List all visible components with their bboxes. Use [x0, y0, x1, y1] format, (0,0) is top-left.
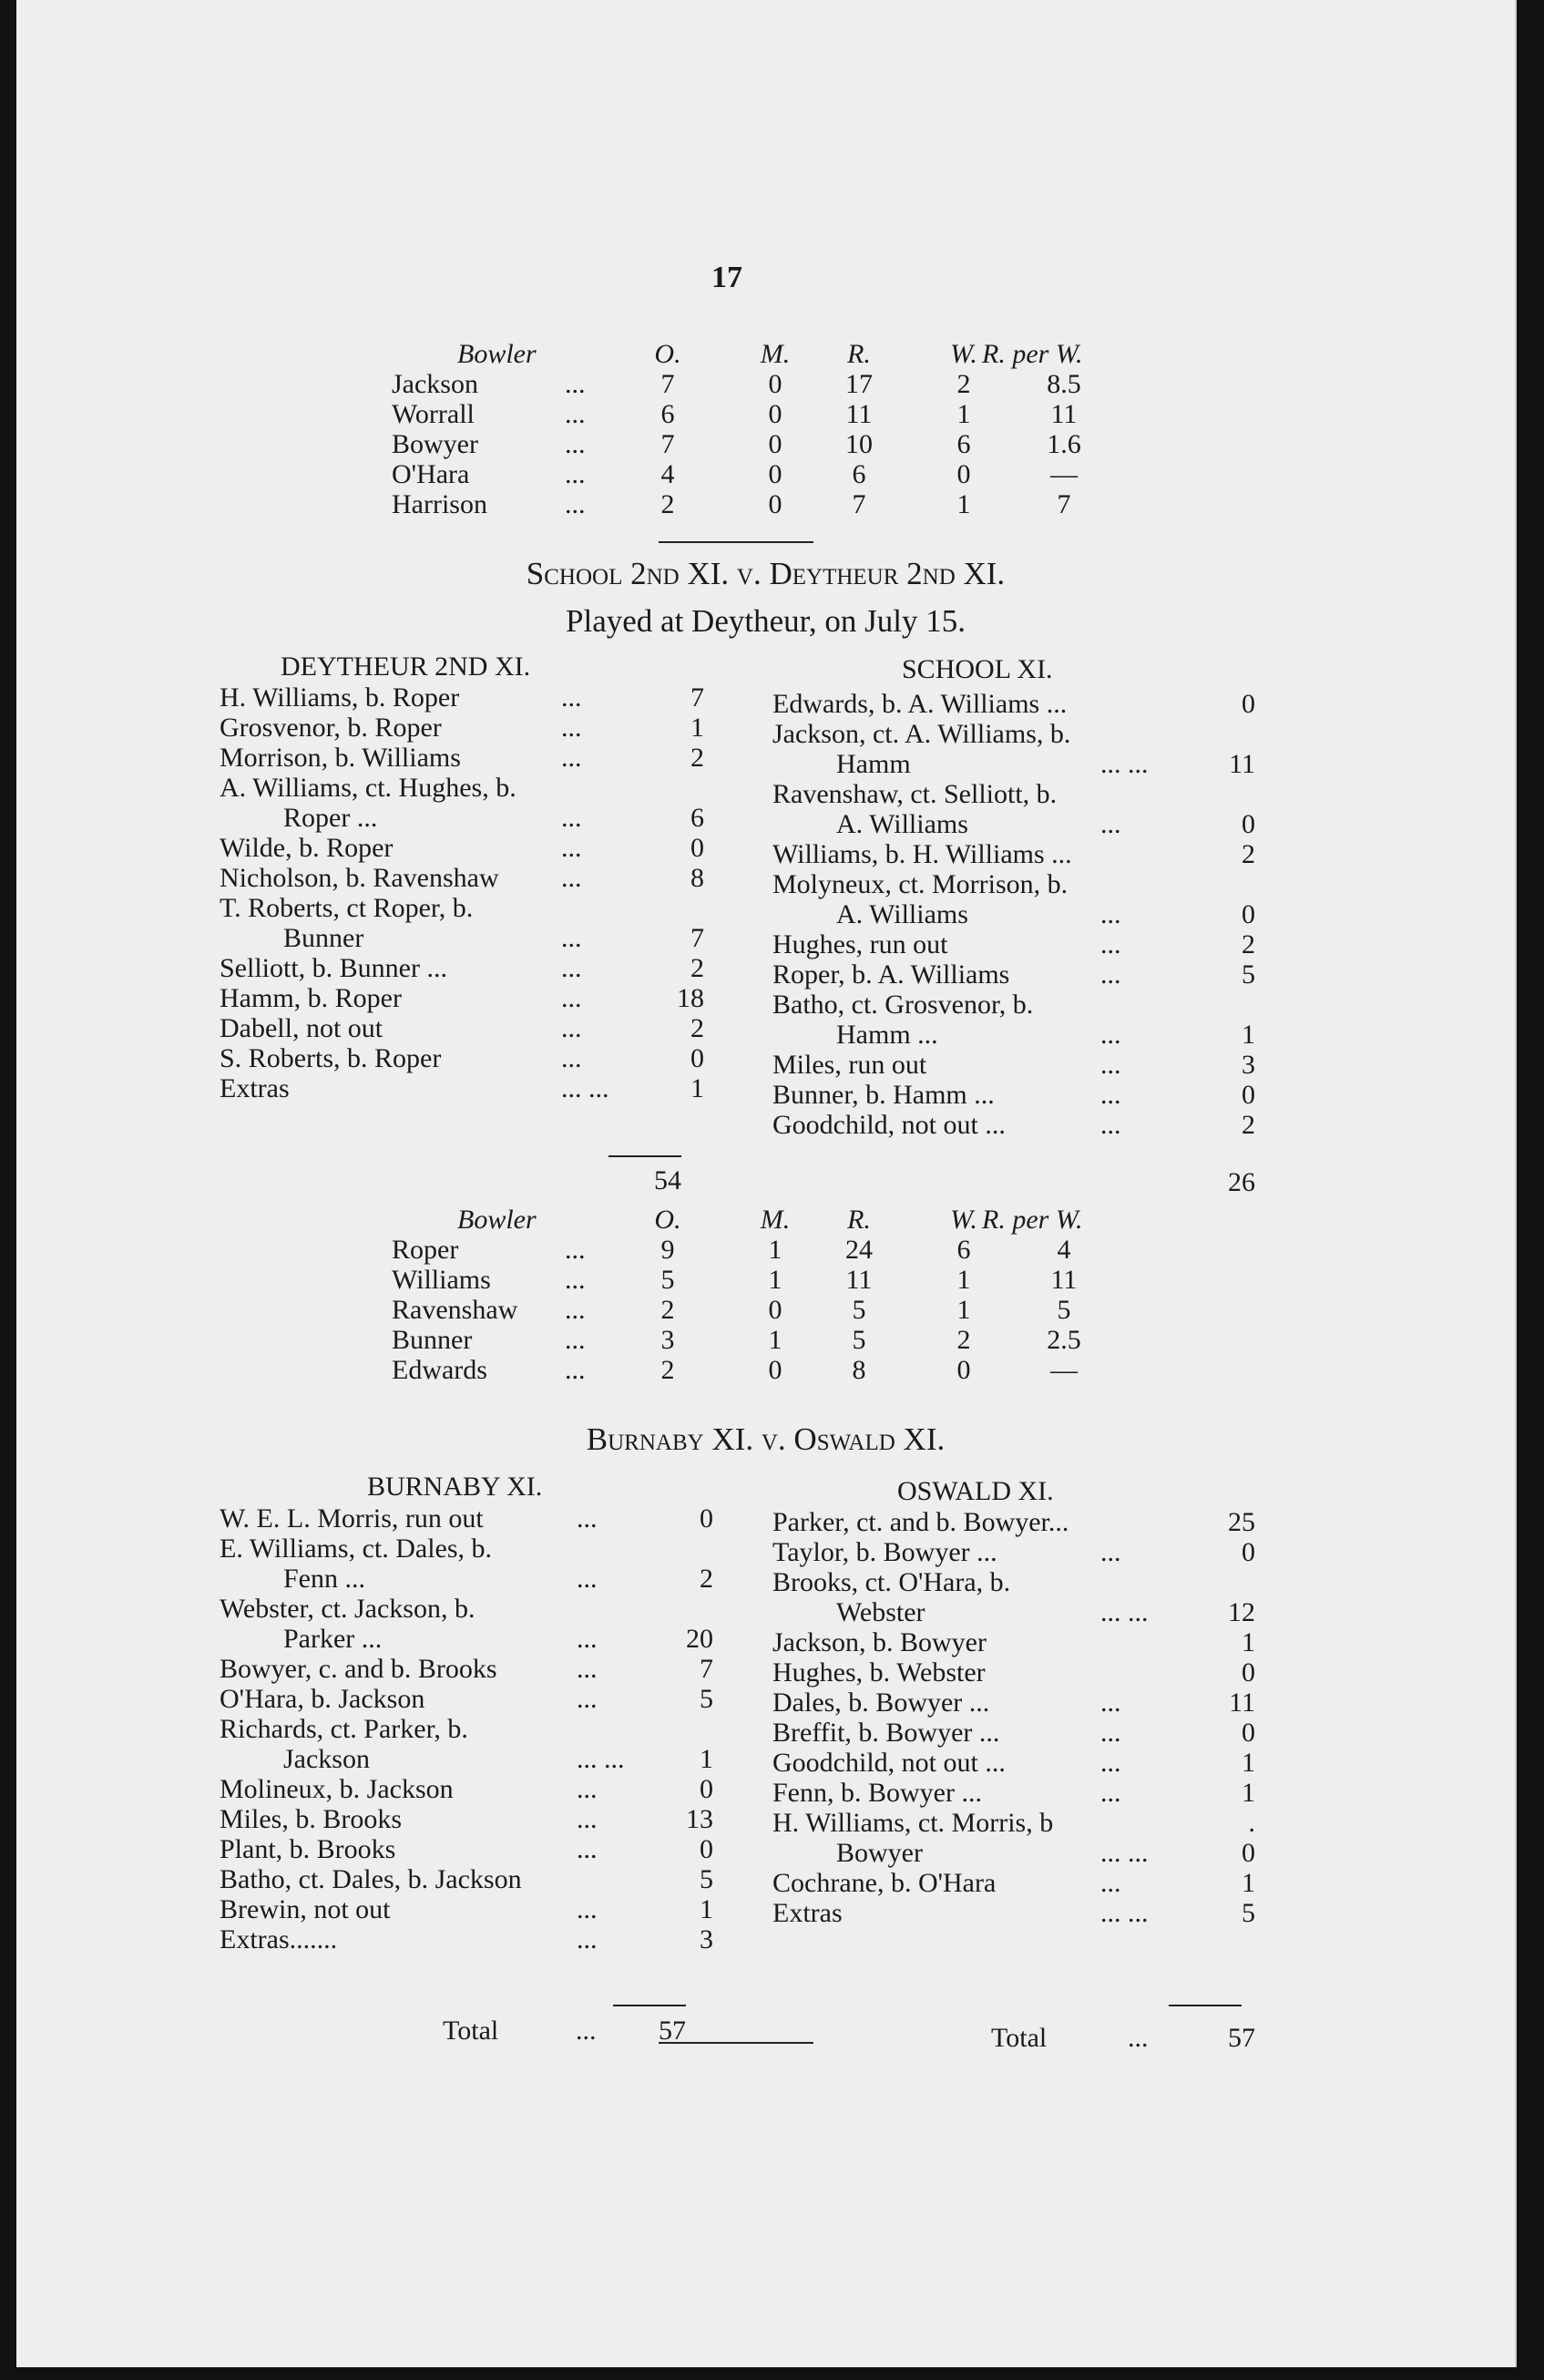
m1-left-score: 7	[690, 923, 704, 953]
match1-title: School 2nd XI. v. Deytheur 2nd XI.	[526, 556, 1006, 591]
m1-left-batsman: Dabell, not out	[220, 1013, 383, 1043]
m2-left-batsman: Webster, ct. Jackson, b.	[220, 1594, 475, 1624]
bowler-name: Worrall	[392, 399, 475, 429]
bowler-wickets: 0	[956, 459, 971, 489]
m1-left-score: 2	[690, 953, 704, 983]
m1-left-dots: ...	[561, 833, 582, 863]
bowler-dots: ...	[565, 399, 586, 429]
bowler-name: Bunner	[392, 1325, 473, 1355]
m1-left-dots: ...	[561, 953, 582, 983]
bowler-maidens: 0	[768, 369, 782, 399]
m2-left-batsman: Jackson	[283, 1744, 370, 1774]
m2-right-dots: ...	[1100, 1537, 1121, 1567]
m1-left-score: 1	[690, 1073, 704, 1103]
m2-left-batsman: Bowyer, c. and b. Brooks	[220, 1654, 497, 1684]
bowler-avg: 5	[1057, 1295, 1071, 1325]
m1-left-dots: ...	[561, 863, 582, 893]
m2-left-score: 1	[700, 1894, 713, 1924]
m2-right-score: 1	[1242, 1778, 1255, 1808]
m2-right-score: 11	[1229, 1688, 1255, 1718]
m2-left-batsman: Richards, ct. Parker, b.	[220, 1714, 468, 1744]
m1-left-dots: ... ...	[561, 1073, 609, 1103]
m1-right-score: 0	[1242, 809, 1255, 839]
m2-right-total-dots: ...	[1128, 2023, 1149, 2053]
bowler-overs: 7	[660, 429, 675, 459]
bowler-overs: 9	[660, 1235, 675, 1265]
m1-left-batsman: Grosvenor, b. Roper	[220, 713, 442, 743]
m2-right-batsman: Webster	[836, 1597, 925, 1627]
m1-right-dots: ...	[1100, 899, 1121, 929]
m1-left-score: 1	[690, 713, 704, 743]
m1-hdr-o: O.	[654, 1205, 681, 1235]
match1-subtitle: Played at Deytheur, on July 15.	[566, 603, 966, 639]
m1-right-batsman: Roper, b. A. Williams	[772, 959, 1010, 990]
m1-left-dots: ...	[561, 743, 582, 773]
bowler-wickets: 1	[956, 489, 971, 519]
bowler-dots: ...	[565, 1325, 586, 1355]
bowler-avg: 11	[1050, 1265, 1078, 1295]
bowler-runs: 17	[845, 369, 873, 399]
m1-right-score: 11	[1229, 749, 1255, 779]
m1-right-batsman: Miles, run out	[772, 1050, 927, 1080]
m2-right-total-label: Total	[991, 2023, 1048, 2053]
m1-left-batsman: T. Roberts, ct Roper, b.	[220, 893, 474, 923]
m2-right-score: 0	[1242, 1718, 1255, 1748]
m1-left-total-rule	[608, 1155, 681, 1157]
m2-left-dots: ... ...	[577, 1744, 625, 1774]
m1-left-dots: ...	[561, 1043, 582, 1073]
bowler-name: Jackson	[392, 369, 478, 399]
prev-hdr-avg: R. per W.	[982, 339, 1083, 369]
m1-hdr-r: R.	[847, 1205, 871, 1235]
m1-left-batsman: Extras	[220, 1073, 290, 1103]
prev-hdr-w: W.	[950, 339, 977, 369]
bowler-dots: ...	[565, 489, 586, 519]
m2-right-batsman: Goodchild, not out ...	[772, 1748, 1006, 1778]
m1-right-batsman: Edwards, b. A. Williams ...	[772, 689, 1068, 719]
m2-left-batsman: Fenn ...	[283, 1564, 365, 1594]
m2-right-dots: ...	[1100, 1868, 1121, 1898]
bowler-dots: ...	[565, 1355, 586, 1385]
m1-right-score: 0	[1242, 1080, 1255, 1110]
prev-hdr-m: M.	[760, 339, 791, 369]
m2-left-total-label: Total	[443, 2016, 499, 2046]
bowler-avg: —	[1050, 459, 1078, 489]
m2-left-dots: ...	[577, 1564, 598, 1594]
bowler-dots: ...	[565, 1265, 586, 1295]
m2-right-batsman: Jackson, b. Bowyer	[772, 1627, 987, 1657]
m1-left-score: 0	[690, 1043, 704, 1073]
m1-right-total: 26	[1228, 1167, 1255, 1197]
m2-right-score: 12	[1228, 1597, 1255, 1627]
m2-right-dots: ... ...	[1100, 1838, 1149, 1868]
bowler-runs: 10	[845, 429, 873, 459]
scorebook-page	[16, 0, 1517, 2367]
m1-left-batsman: Nicholson, b. Ravenshaw	[220, 863, 499, 893]
bowler-avg: —	[1050, 1355, 1078, 1385]
m1-left-batsman: H. Williams, b. Roper	[220, 682, 460, 713]
m1-left-batsman: Selliott, b. Bunner ...	[220, 953, 447, 983]
bowler-wickets: 2	[956, 1325, 971, 1355]
m2-left-dots: ...	[577, 1774, 598, 1804]
bowler-wickets: 0	[956, 1355, 971, 1385]
m1-right-score: 1	[1242, 1020, 1255, 1050]
m1-left-batsman: A. Williams, ct. Hughes, b.	[220, 773, 516, 803]
bowler-overs: 2	[660, 1355, 675, 1385]
bowler-maidens: 1	[768, 1265, 782, 1295]
m1-left-dots: ...	[561, 803, 582, 833]
m1-right-score: 2	[1242, 839, 1255, 869]
m2-left-score: 0	[700, 1834, 713, 1864]
bowler-maidens: 0	[768, 1355, 782, 1385]
m1-left-dots: ...	[561, 1013, 582, 1043]
m2-left-score: 20	[686, 1624, 713, 1654]
bowler-name: Edwards	[392, 1355, 487, 1385]
m1-right-batsman: Jackson, ct. A. Williams, b.	[772, 719, 1071, 749]
m2-right-dots: ...	[1100, 1688, 1121, 1718]
m2-left-batsman: E. Williams, ct. Dales, b.	[220, 1534, 493, 1564]
bowler-runs: 5	[852, 1325, 866, 1355]
m2-right-batsman: Extras	[772, 1898, 843, 1928]
m1-left-dots: ...	[561, 923, 582, 953]
m1-left-score: 6	[690, 803, 704, 833]
m1-hdr-avg: R. per W.	[982, 1205, 1083, 1235]
m2-left-score: 5	[700, 1864, 713, 1894]
bowler-dots: ...	[565, 459, 586, 489]
m2-right-dots: ... ...	[1100, 1898, 1149, 1928]
bowler-wickets: 2	[956, 369, 971, 399]
bowler-overs: 6	[660, 399, 675, 429]
m2-right-batsman: Taylor, b. Bowyer ...	[772, 1537, 997, 1567]
m2-left-batsman: W. E. L. Morris, run out	[220, 1503, 484, 1534]
m2-left-dots: ...	[577, 1654, 598, 1684]
bowler-overs: 3	[660, 1325, 675, 1355]
m2-left-dots: ...	[577, 1684, 598, 1714]
bowler-dots: ...	[565, 1295, 586, 1325]
bowler-wickets: 6	[956, 1235, 971, 1265]
m2-right-score: 1	[1242, 1868, 1255, 1898]
bowler-runs: 7	[852, 489, 866, 519]
m2-right-dots: ...	[1100, 1748, 1121, 1778]
m1-right-batsman: Hamm ...	[836, 1020, 938, 1050]
m1-hdr-bowler: Bowler	[457, 1205, 537, 1235]
bowler-runs: 6	[852, 459, 866, 489]
m2-right-batsman: Dales, b. Bowyer ...	[772, 1688, 990, 1718]
m1-right-dots: ...	[1100, 809, 1121, 839]
m1-hdr-m: M.	[760, 1205, 791, 1235]
m1-right-batsman: A. Williams	[836, 809, 968, 839]
m2-left-dots: ...	[577, 1804, 598, 1834]
m2-right-batsman: H. Williams, ct. Morris, b	[772, 1808, 1054, 1838]
prev-hdr-r: R.	[847, 339, 871, 369]
m2-right-batsman: Fenn, b. Bowyer ...	[772, 1778, 982, 1808]
m2-left-dots: ...	[577, 1894, 598, 1924]
bowler-avg: 7	[1057, 489, 1071, 519]
bowler-overs: 4	[660, 459, 675, 489]
m2-left-score: 0	[700, 1503, 713, 1534]
bowler-wickets: 1	[956, 1295, 971, 1325]
m2-left-total-dots: ...	[576, 2016, 597, 2046]
bowler-name: Bowyer	[392, 429, 478, 459]
bowler-dots: ...	[565, 369, 586, 399]
divider-1	[659, 541, 813, 543]
m2-right-batsman: Bowyer	[836, 1838, 923, 1868]
m2-left-batsman: O'Hara, b. Jackson	[220, 1684, 425, 1714]
m1-hdr-w: W.	[950, 1205, 977, 1235]
m1-left-batsman: Hamm, b. Roper	[220, 983, 402, 1013]
m2-right-score: 25	[1228, 1507, 1255, 1537]
m1-left-score: 2	[690, 743, 704, 773]
m2-right-score: 0	[1242, 1838, 1255, 1868]
bowler-runs: 8	[852, 1355, 866, 1385]
m2-left-score: 1	[700, 1744, 713, 1774]
bowler-avg: 4	[1057, 1235, 1071, 1265]
bowler-name: Roper	[392, 1235, 459, 1265]
bowler-wickets: 1	[956, 399, 971, 429]
m1-right-score: 2	[1242, 929, 1255, 959]
bowler-runs: 11	[845, 1265, 873, 1295]
m2-right-dots: ...	[1100, 1778, 1121, 1808]
m2-right-batsman: Brooks, ct. O'Hara, b.	[772, 1567, 1011, 1597]
prev-hdr-o: O.	[654, 339, 681, 369]
m2-right-total-rule	[1169, 2005, 1242, 2006]
m1-right-batsman: Goodchild, not out ...	[772, 1110, 1006, 1140]
m2-right-score: 1	[1242, 1748, 1255, 1778]
m2-right-batsman: Cochrane, b. O'Hara	[772, 1868, 997, 1898]
m1-right-score: 3	[1242, 1050, 1255, 1080]
m2-right-score: 0	[1242, 1537, 1255, 1567]
m2-left-batsman: Extras.......	[220, 1924, 338, 1954]
bowler-maidens: 0	[768, 399, 782, 429]
bowler-overs: 2	[660, 489, 675, 519]
bowler-maidens: 0	[768, 459, 782, 489]
m2-right-batsman: Parker, ct. and b. Bowyer...	[772, 1507, 1069, 1537]
m2-right-batsman: Breffit, b. Bowyer ...	[772, 1718, 1000, 1748]
m2-left-score: 3	[700, 1924, 713, 1954]
match2-left-team: BURNABY XI.	[367, 1472, 543, 1502]
bowler-avg: 2.5	[1047, 1325, 1081, 1355]
bowler-runs: 24	[845, 1235, 873, 1265]
bowler-name: Williams	[392, 1265, 491, 1295]
bowler-overs: 5	[660, 1265, 675, 1295]
bowler-overs: 7	[660, 369, 675, 399]
m1-right-dots: ...	[1100, 1080, 1121, 1110]
m2-right-total: 57	[1228, 2023, 1255, 2053]
m2-right-score: 5	[1242, 1898, 1255, 1928]
m1-left-dots: ...	[561, 713, 582, 743]
bowler-maidens: 0	[768, 1295, 782, 1325]
m2-left-batsman: Batho, ct. Dales, b. Jackson	[220, 1864, 522, 1894]
m1-left-batsman: Wilde, b. Roper	[220, 833, 394, 863]
m1-right-batsman: Williams, b. H. Williams ...	[772, 839, 1072, 869]
m2-left-score: 2	[700, 1564, 713, 1594]
match1-right-team: SCHOOL XI.	[902, 654, 1053, 684]
m2-right-dots: ...	[1100, 1718, 1121, 1748]
m2-right-score: 0	[1242, 1657, 1255, 1688]
m1-left-score: 0	[690, 833, 704, 863]
m2-right-score: .	[1248, 1808, 1255, 1838]
bowler-name: Ravenshaw	[392, 1295, 518, 1325]
match2-right-team: OSWALD XI.	[897, 1476, 1054, 1506]
bowler-dots: ...	[565, 429, 586, 459]
bowler-maidens: 1	[768, 1325, 782, 1355]
bowler-name: Harrison	[392, 489, 487, 519]
page-number: 17	[711, 261, 742, 294]
bowler-maidens: 1	[768, 1235, 782, 1265]
m1-right-batsman: A. Williams	[836, 899, 968, 929]
m2-left-batsman: Parker ...	[283, 1624, 383, 1654]
m1-left-batsman: Roper ...	[283, 803, 378, 833]
m2-left-batsman: Miles, b. Brooks	[220, 1804, 403, 1834]
m1-left-score: 18	[677, 983, 704, 1013]
m1-right-score: 0	[1242, 689, 1255, 719]
m2-left-score: 0	[700, 1774, 713, 1804]
m1-right-dots: ...	[1100, 1020, 1121, 1050]
m2-left-score: 13	[686, 1804, 713, 1834]
bowler-wickets: 6	[956, 429, 971, 459]
m1-right-batsman: Bunner, b. Hamm ...	[772, 1080, 995, 1110]
prev-hdr-bowler: Bowler	[457, 339, 537, 369]
m2-left-dots: ...	[577, 1924, 598, 1954]
m2-left-batsman: Brewin, not out	[220, 1894, 391, 1924]
m1-left-dots: ...	[561, 682, 582, 713]
match2-title: Burnaby XI. v. Oswald XI.	[586, 1421, 946, 1457]
m1-right-batsman: Hughes, run out	[772, 929, 948, 959]
m2-left-dots: ...	[577, 1834, 598, 1864]
m2-left-dots: ...	[577, 1503, 598, 1534]
m1-right-score: 5	[1242, 959, 1255, 990]
m2-left-score: 5	[700, 1684, 713, 1714]
match1-left-team: DEYTHEUR 2ND XI.	[281, 651, 531, 682]
bowler-avg: 1.6	[1047, 429, 1081, 459]
m1-right-dots: ...	[1100, 959, 1121, 990]
bowler-overs: 2	[660, 1295, 675, 1325]
m1-left-batsman: Bunner	[283, 923, 364, 953]
m1-right-dots: ...	[1100, 1050, 1121, 1080]
bowler-avg: 11	[1050, 399, 1078, 429]
m1-left-total: 54	[654, 1165, 681, 1195]
m2-left-total-rule	[613, 2005, 686, 2006]
bowler-maidens: 0	[768, 429, 782, 459]
m1-left-score: 8	[690, 863, 704, 893]
m2-right-dots: ... ...	[1100, 1597, 1149, 1627]
m1-right-dots: ...	[1100, 1110, 1121, 1140]
m1-left-dots: ...	[561, 983, 582, 1013]
m1-right-score: 0	[1242, 899, 1255, 929]
bowler-name: O'Hara	[392, 459, 470, 489]
bowler-runs: 5	[852, 1295, 866, 1325]
bowler-dots: ...	[565, 1235, 586, 1265]
m1-right-batsman: Hamm	[836, 749, 911, 779]
m1-left-score: 7	[690, 682, 704, 713]
m2-left-score: 7	[700, 1654, 713, 1684]
m2-right-score: 1	[1242, 1627, 1255, 1657]
m2-left-dots: ...	[577, 1624, 598, 1654]
bowler-wickets: 1	[956, 1265, 971, 1295]
m2-left-batsman: Plant, b. Brooks	[220, 1834, 396, 1864]
m1-right-dots: ... ...	[1100, 749, 1149, 779]
bowler-avg: 8.5	[1047, 369, 1081, 399]
m1-right-batsman: Molyneux, ct. Morrison, b.	[772, 869, 1069, 899]
m1-right-batsman: Batho, ct. Grosvenor, b.	[772, 990, 1034, 1020]
m1-left-batsman: Morrison, b. Williams	[220, 743, 461, 773]
bowler-maidens: 0	[768, 489, 782, 519]
m1-left-batsman: S. Roberts, b. Roper	[220, 1043, 442, 1073]
m1-left-score: 2	[690, 1013, 704, 1043]
m1-right-dots: ...	[1100, 929, 1121, 959]
m2-left-batsman: Molineux, b. Jackson	[220, 1774, 454, 1804]
m2-right-batsman: Hughes, b. Webster	[772, 1657, 986, 1688]
m1-right-batsman: Ravenshaw, ct. Selliott, b.	[772, 779, 1058, 809]
m2-left-total: 57	[659, 2016, 686, 2046]
m1-right-score: 2	[1242, 1110, 1255, 1140]
bowler-runs: 11	[845, 399, 873, 429]
